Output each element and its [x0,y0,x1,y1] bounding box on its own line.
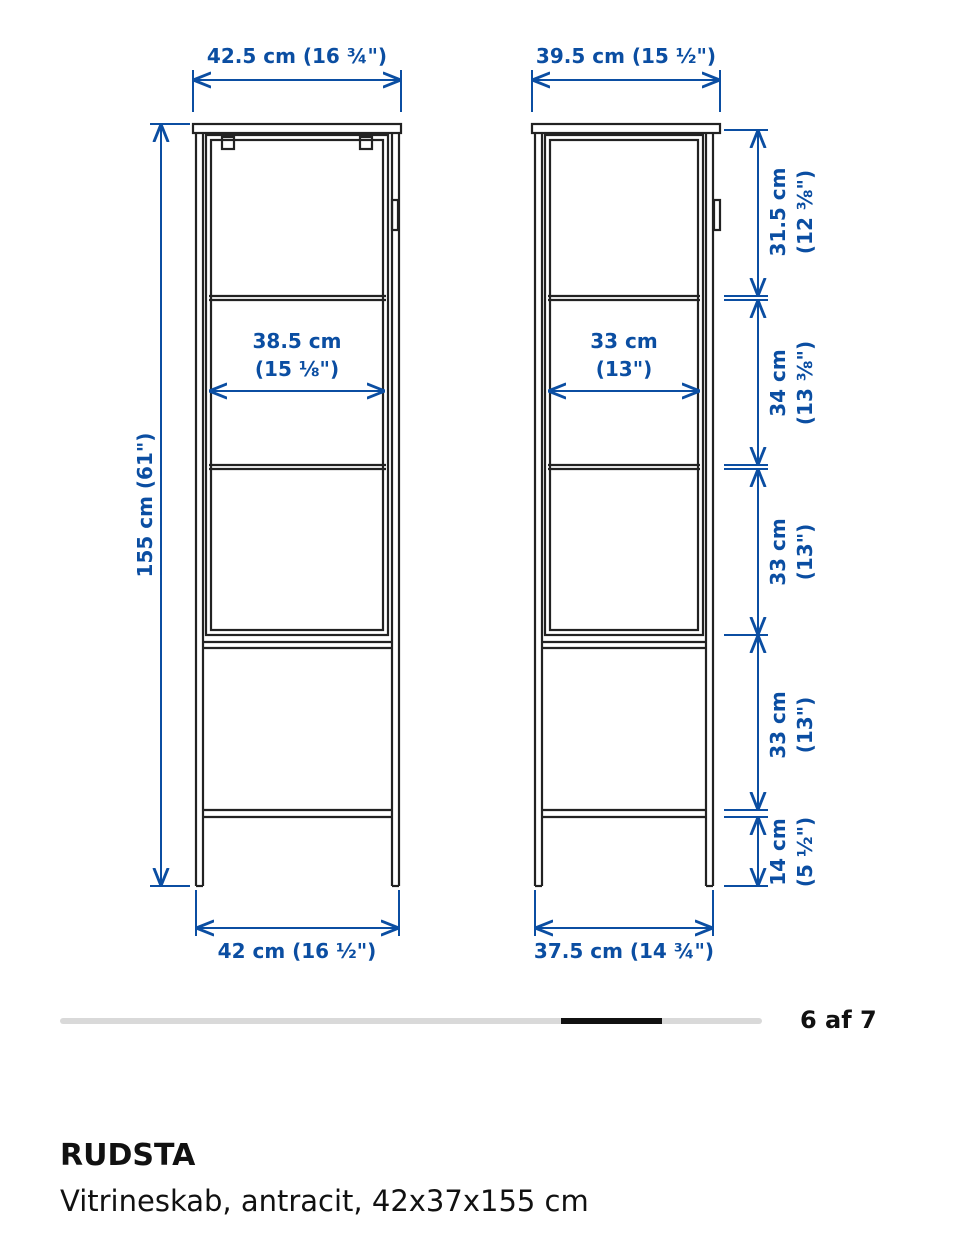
front-interior-width-cm-label: 38.5 cm [252,329,342,353]
front-interior-width-dimension [211,329,383,391]
side-top-depth-label: 39.5 cm (15 ½") [535,44,717,68]
spacing-1-cm-label: 31.5 cm [766,167,790,257]
front-top-width-label: 42.5 cm (16 ¾") [206,44,388,68]
side-cabinet-drawing [532,124,720,886]
front-height-dimension [133,124,190,886]
front-cabinet-drawing [193,124,401,886]
front-bottom-width-dimension [196,890,399,963]
front-bottom-width-label: 42 cm (16 ½") [217,939,377,963]
side-interior-depth-in-label: (13") [595,357,653,381]
product-name: RUDSTA [60,1138,196,1173]
spacing-segment-5 [758,817,817,887]
spacing-2-in-label: (13 ⅜") [793,340,817,426]
spacing-3-cm-label: 33 cm [766,518,790,586]
carousel-progress-thumb[interactable] [561,1018,661,1024]
front-top-width-dimension [193,44,401,112]
spacing-segment-3 [758,471,817,633]
side-bottom-depth-label: 37.5 cm (14 ¾") [533,939,715,963]
spacing-4-in-label: (13") [793,696,817,754]
spacing-segment-2 [758,302,817,463]
spacing-1-in-label: (12 ⅜") [793,169,817,255]
side-shelf-spacing-dimensions [724,130,817,887]
front-height-label: 155 cm (61") [133,432,157,578]
side-bottom-depth-dimension [534,890,714,963]
spacing-segment-4 [758,637,817,808]
carousel-progress-track[interactable] [60,1018,762,1024]
spacing-5-in-label: (5 ½") [793,816,817,888]
spacing-5-cm-label: 14 cm [766,818,790,886]
front-view [133,44,401,963]
side-interior-depth-cm-label: 33 cm [590,329,658,353]
page-counter: 6 af 7 [800,1006,877,1034]
front-interior-width-in-label: (15 ⅛") [254,357,340,381]
spacing-3-in-label: (13") [793,523,817,581]
spacing-4-cm-label: 33 cm [766,691,790,759]
side-view [532,44,817,963]
spacing-2-cm-label: 34 cm [766,349,790,417]
spacing-segment-1 [758,132,817,294]
side-interior-depth-dimension [550,329,698,391]
product-description: Vitrineskab, antracit, 42x37x155 cm [60,1184,589,1218]
side-top-depth-dimension [532,44,720,112]
